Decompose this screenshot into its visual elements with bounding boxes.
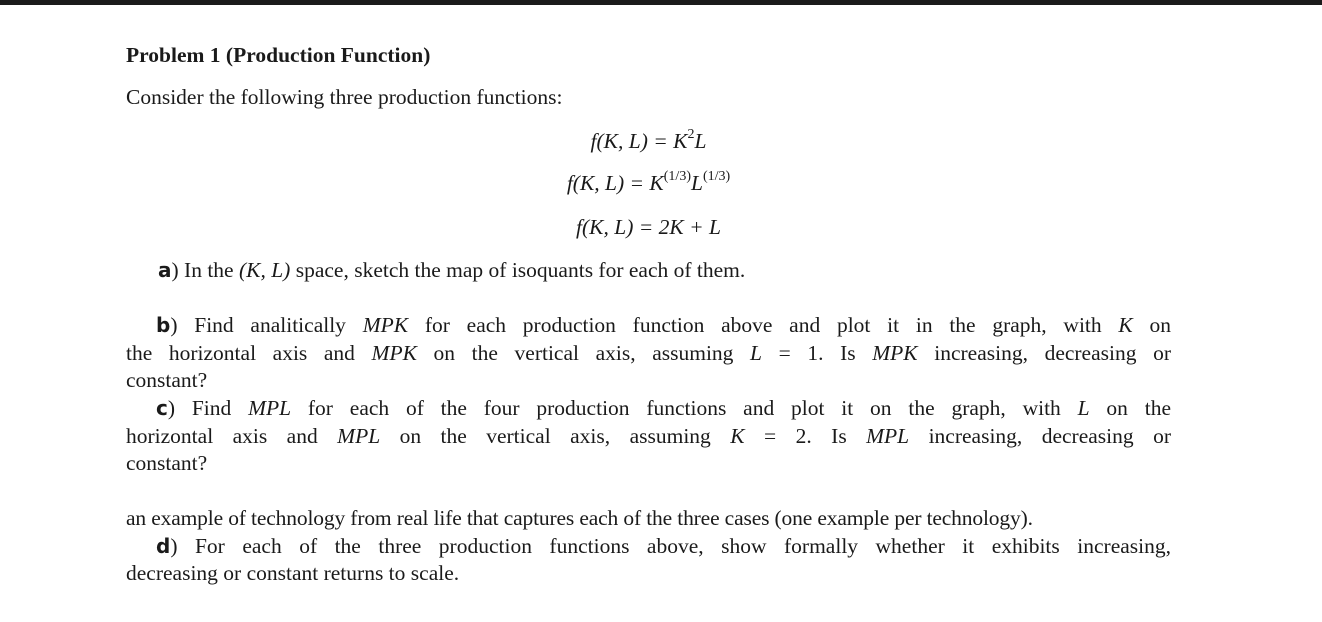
part-c-math: K [730, 423, 745, 448]
part-d-text: ) For each of the three production functions above, show formally whether it exhibits increasing, [170, 533, 1171, 558]
part-c-text: = 2. Is [744, 423, 867, 448]
part-b-text: = 1. Is [762, 340, 873, 365]
part-c-text: increasing, decreasing or [909, 423, 1171, 448]
part-b-line-2 [126, 340, 1171, 368]
part-b-text: ) Find analitically [170, 313, 363, 337]
part-c-math: L [1077, 396, 1090, 420]
part-c-line-3: constant? [126, 451, 208, 475]
part-b-text: on the vertical axis, assuming [416, 340, 751, 365]
part-c-marker: c [156, 396, 168, 420]
part-c-text: ) Find [167, 396, 249, 420]
part-c [126, 395, 1171, 478]
part-c-text: horizontal axis and [126, 423, 338, 448]
part-b-marker: b [156, 313, 171, 337]
part-b-math: MPK [362, 313, 409, 337]
part-c-line-1 [126, 395, 1171, 423]
equation-2-l-exponent: (1/3) [702, 168, 731, 184]
equation-1 [126, 128, 1171, 156]
equation-1-lhs: f(K, L) = [590, 129, 674, 153]
part-a-math: (K, L) [238, 258, 291, 282]
part-b-text: increasing, decreasing or [917, 340, 1172, 365]
equation-3-rhs: 2K + L [658, 215, 721, 239]
problem-title: Problem 1 (Production Function) [126, 43, 431, 67]
part-c-text: on the [1089, 396, 1171, 420]
equation-2-k-exponent: (1/3) [663, 168, 691, 184]
equation-1-l: L [694, 129, 707, 153]
part-b-math: L [750, 340, 763, 365]
part-a-text-2: space, sketch the map of isoquants for each of them. [290, 258, 746, 282]
part-a-text-1: ) In the [171, 258, 239, 282]
part-d-line-1 [126, 533, 1171, 561]
part-b-text: the horizontal axis and [126, 340, 372, 365]
equation-1-k: K [673, 129, 688, 153]
part-a-marker: a [158, 258, 172, 282]
part-b-text: for each production function above and plot it in the graph, with [408, 313, 1119, 337]
part-c-text: for each of the four production functions and plot it on the graph, with [291, 396, 1078, 420]
equation-1-exponent: 2 [687, 126, 695, 142]
equation-2-k: K [649, 171, 664, 195]
equation-3-lhs: f(K, L) = [576, 215, 659, 239]
part-d-preline: an example of technology from real life that captures each of the three cases (one example per technology). [126, 506, 1033, 530]
part-b-math: MPK [371, 340, 417, 365]
part-c-math: MPL [866, 423, 910, 448]
equation-3 [126, 214, 1171, 242]
document-page [126, 40, 1172, 585]
part-a [126, 257, 1171, 285]
part-b-line-3: constant? [126, 368, 208, 392]
part-c-math: MPL [337, 423, 381, 448]
part-b-text: on [1132, 313, 1172, 337]
part-d [126, 505, 1171, 588]
part-b-math: MPK [872, 340, 918, 365]
part-c-text: on the vertical axis, assuming [380, 423, 731, 448]
part-b-math: K [1118, 313, 1133, 337]
part-b-line-1 [126, 312, 1171, 340]
top-border [0, 0, 1322, 5]
part-c-math: MPL [248, 396, 292, 420]
problem-intro: Consider the following three production functions: [126, 85, 563, 109]
part-c-line-2 [126, 423, 1171, 451]
part-d-line-2: decreasing or constant returns to scale. [126, 561, 460, 585]
part-b [126, 312, 1171, 395]
equation-2 [126, 170, 1171, 198]
equation-2-lhs: f(K, L) = [566, 171, 650, 195]
equation-2-l: L [690, 171, 703, 195]
part-d-marker: d [156, 533, 171, 558]
